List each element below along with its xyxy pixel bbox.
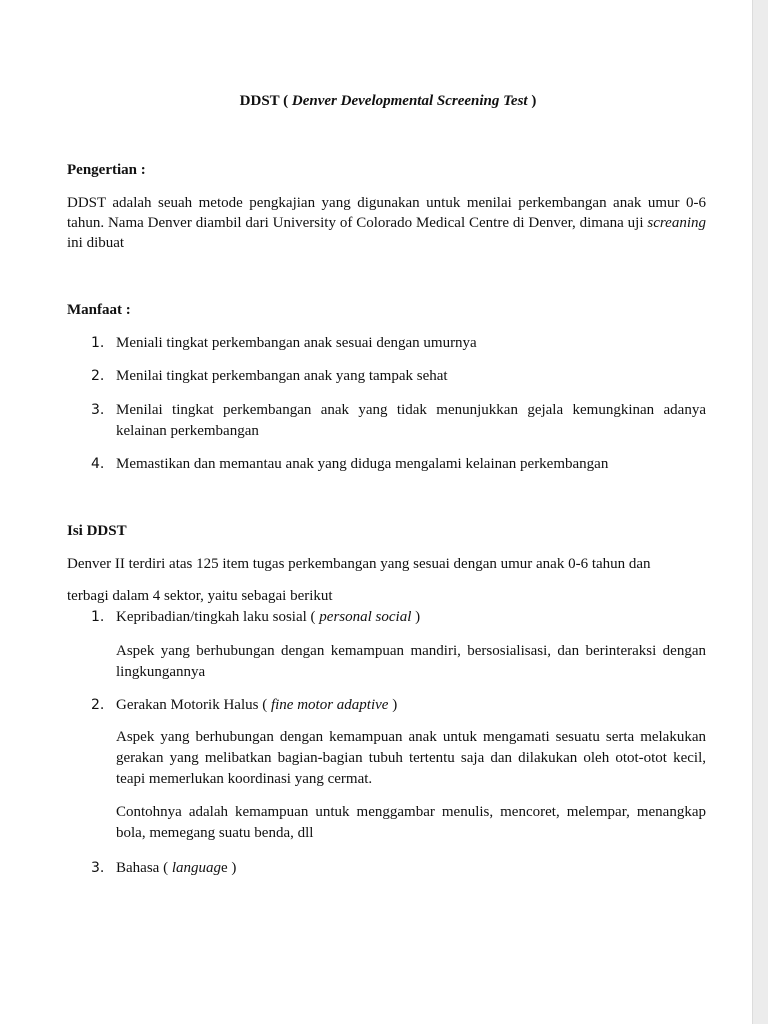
sector-number: 1. bbox=[91, 609, 105, 625]
sector-label-end: ) bbox=[411, 609, 421, 625]
manfaat-item-number: 2. bbox=[91, 368, 105, 384]
sector-label-end: e ) bbox=[220, 860, 237, 876]
sector-label-italic: personal social bbox=[319, 609, 412, 625]
manfaat-item: Menilai tingkat perkembangan anak yang tampak sehat bbox=[116, 368, 448, 384]
pengertian-text-end: ini dibuat bbox=[67, 235, 125, 251]
pengertian-paragraph bbox=[67, 193, 706, 253]
title-suffix: ) bbox=[527, 93, 537, 109]
manfaat-item: Menilai tingkat perkembangan anak yang tidak menunjukkan gejala kemungkinan adanya kelainan perkembangan bbox=[116, 402, 706, 439]
manfaat-item-number: 3. bbox=[91, 402, 105, 418]
document-title bbox=[0, 93, 768, 110]
sector-description: Aspek yang berhubungan dengan kemampuan anak untuk mengamati sesuatu serta melakukan gerakan yang melibatkan bagian-bagian tubuh tertentu saja dan dilakukan oleh otot-otot kecil, teapi memerlukan koordinasi yang cermat. bbox=[116, 729, 706, 787]
sector-label-text: Kepribadian/tingkah laku sosial ( bbox=[116, 609, 320, 625]
manfaat-item: Memastikan dan memantau anak yang diduga mengalami kelainan perkembangan bbox=[116, 456, 609, 472]
manfaat-item-number: 1. bbox=[91, 335, 105, 351]
pengertian-italic: screaning bbox=[647, 215, 706, 231]
sector-label-text: Bahasa ( bbox=[116, 860, 172, 876]
sector-number: 3. bbox=[91, 860, 105, 876]
sector-label bbox=[116, 695, 706, 716]
sector-description: Aspek yang berhubungan dengan kemampuan mandiri, bersosialisasi, dan berinteraksi dengan lingkungannya bbox=[116, 643, 706, 680]
title-prefix: DDST ( bbox=[239, 93, 292, 109]
manfaat-item-number: 4. bbox=[91, 456, 105, 472]
sector-label-italic: fine motor adaptive bbox=[270, 697, 389, 713]
sector-label bbox=[116, 858, 706, 879]
pengertian-text: DDST adalah seuah metode pengkajian yang digunakan untuk menilai perkembangan anak umur 0-6 tahun. Nama Denver diambil dari University of Colorado Medical Centre di Denver, dimana uji bbox=[67, 195, 706, 231]
manfaat-item: Meniali tingkat perkembangan anak sesuai dengan umurnya bbox=[116, 335, 477, 351]
sector-label-text: Gerakan Motorik Halus ( bbox=[116, 697, 271, 713]
sector-label-end: ) bbox=[388, 697, 398, 713]
sector-number: 2. bbox=[91, 697, 105, 713]
sector-label bbox=[116, 607, 706, 628]
sector-label-italic: languag bbox=[171, 860, 221, 876]
manfaat-heading: Manfaat : bbox=[67, 302, 131, 318]
isi-heading: Isi DDST bbox=[67, 523, 127, 539]
viewer-side-panel bbox=[752, 0, 768, 1024]
title-italic: Denver Developmental Screening Test bbox=[291, 93, 528, 109]
sector-description: Contohnya adalah kemampuan untuk menggambar menulis, mencoret, melempar, menangkap bola, memegang suatu benda, dll bbox=[116, 804, 706, 841]
isi-intro-line1: Denver II terdiri atas 125 item tugas perkembangan yang sesuai dengan umur anak 0-6 tahun dan bbox=[67, 556, 651, 572]
isi-intro-line2: terbagi dalam 4 sektor, yaitu sebagai berikut bbox=[67, 588, 333, 604]
pengertian-heading: Pengertian : bbox=[67, 162, 146, 178]
